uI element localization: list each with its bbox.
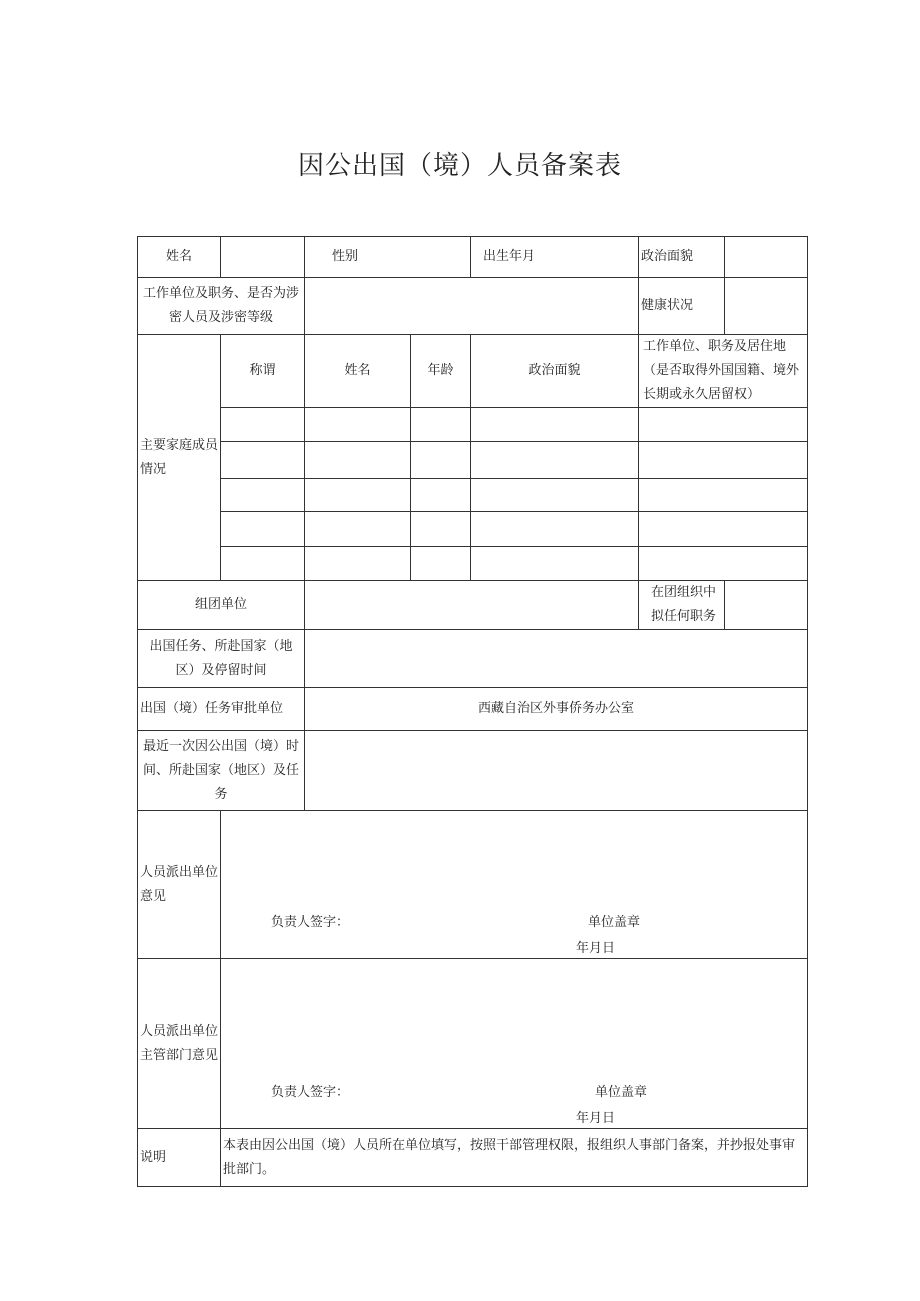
- health-label: 健康状况: [639, 278, 725, 335]
- family-age-field[interactable]: [411, 479, 471, 512]
- birth-label: 出生年月: [471, 237, 639, 278]
- family-relation-field[interactable]: [221, 479, 305, 512]
- family-age-field[interactable]: [411, 442, 471, 479]
- family-header-name: 姓名: [305, 335, 411, 408]
- family-age-field[interactable]: [411, 547, 471, 581]
- dispatch-date-label: 年月日: [576, 941, 616, 956]
- family-work-field[interactable]: [639, 479, 808, 512]
- family-header-relation: 称谓: [221, 335, 305, 408]
- note-text: 本表由因公出国（境）人员所在单位填写，按照干部管理权限，报组织人事部门备案，并抄报处事审批部门。: [221, 1129, 808, 1187]
- last-trip-label: 最近一次因公出国（境）时间、所赴国家（地区）及任务: [138, 731, 305, 811]
- group-unit-label: 组团单位: [138, 581, 305, 630]
- family-name-field[interactable]: [305, 479, 411, 512]
- family-political-field[interactable]: [471, 442, 639, 479]
- work-unit-field[interactable]: [305, 278, 639, 335]
- family-row: [138, 408, 808, 442]
- dispatch-signer-label: 负责人签字：: [271, 915, 350, 930]
- family-header-political: 政治面貌: [471, 335, 639, 408]
- family-header-work: 工作单位、职务及居住地（是否取得外国国籍、境外长期或永久居留权）: [639, 335, 808, 408]
- family-row: [138, 547, 808, 581]
- family-political-field[interactable]: [471, 512, 639, 547]
- family-political-field[interactable]: [471, 547, 639, 581]
- family-age-field[interactable]: [411, 408, 471, 442]
- group-position-field[interactable]: [725, 581, 808, 630]
- supervisor-stamp-label: 单位盖章: [595, 1085, 648, 1100]
- page-title: 因公出国（境）人员备案表: [297, 151, 622, 181]
- family-row: [138, 442, 808, 479]
- dispatch-opinion-label: 人员派出单位意见: [138, 811, 221, 959]
- dispatch-stamp-label: 单位盖章: [588, 915, 641, 930]
- note-label: 说明: [138, 1129, 221, 1187]
- supervisor-signer-label: 负责人签字：: [271, 1085, 350, 1100]
- family-row: [138, 479, 808, 512]
- task-field[interactable]: [305, 630, 808, 688]
- approval-label: 出国（境）任务审批单位: [138, 688, 305, 731]
- family-political-field[interactable]: [471, 479, 639, 512]
- family-relation-field[interactable]: [221, 512, 305, 547]
- family-name-field[interactable]: [305, 512, 411, 547]
- last-trip-field[interactable]: [305, 731, 808, 811]
- family-work-field[interactable]: [639, 512, 808, 547]
- family-name-field[interactable]: [305, 442, 411, 479]
- dispatch-opinion-field[interactable]: [221, 811, 808, 959]
- supervisor-date-label: 年月日: [576, 1111, 616, 1126]
- family-row: [138, 512, 808, 547]
- supervisor-opinion-field[interactable]: [221, 959, 808, 1129]
- family-relation-field[interactable]: [221, 408, 305, 442]
- family-relation-field[interactable]: [221, 442, 305, 479]
- work-unit-label: 工作单位及职务、是否为涉密人员及涉密等级: [138, 278, 305, 335]
- task-label: 出国任务、所赴国家（地区）及停留时间: [138, 630, 305, 688]
- family-header-age: 年龄: [411, 335, 471, 408]
- group-position-label: 在团组织中拟任何职务: [639, 581, 725, 630]
- political-field[interactable]: [725, 237, 808, 278]
- approval-value: 西藏自治区外事侨务办公室: [305, 688, 808, 731]
- health-field[interactable]: [725, 278, 808, 335]
- gender-label: 性别: [305, 237, 471, 278]
- family-work-field[interactable]: [639, 547, 808, 581]
- family-age-field[interactable]: [411, 512, 471, 547]
- family-political-field[interactable]: [471, 408, 639, 442]
- family-name-field[interactable]: [305, 408, 411, 442]
- name-label: 姓名: [138, 237, 221, 278]
- supervisor-opinion-label: 人员派出单位主管部门意见: [138, 959, 221, 1129]
- political-label: 政治面貌: [639, 237, 725, 278]
- group-unit-field[interactable]: [305, 581, 639, 630]
- family-work-field[interactable]: [639, 442, 808, 479]
- family-label: 主要家庭成员情况: [138, 335, 221, 581]
- record-form-table: [137, 236, 808, 1187]
- name-field[interactable]: [221, 237, 305, 278]
- family-work-field[interactable]: [639, 408, 808, 442]
- family-name-field[interactable]: [305, 547, 411, 581]
- family-relation-field[interactable]: [221, 547, 305, 581]
